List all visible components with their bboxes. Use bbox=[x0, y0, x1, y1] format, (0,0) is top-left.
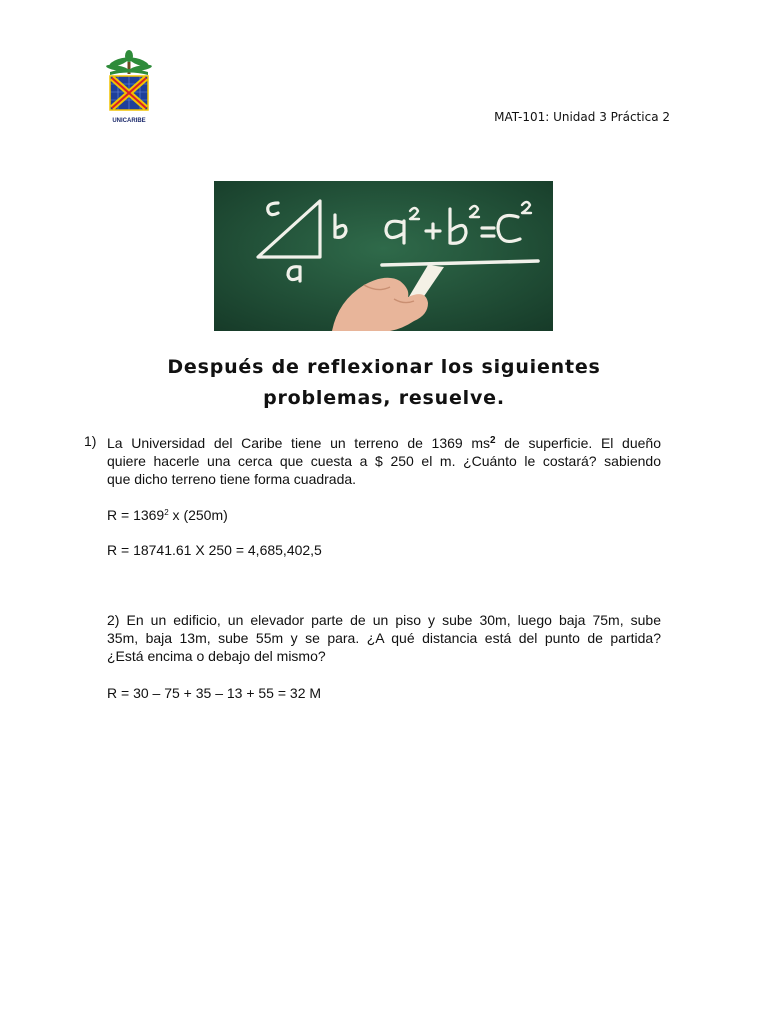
answer-text: x (250m) bbox=[168, 507, 228, 523]
title-line-2: problemas, resuelve. bbox=[263, 387, 505, 409]
problem-1-line: quiere hacerle una cerca que cuesta a $ 250 el m. ¿Cuánto le costará? sabiendo bbox=[107, 453, 661, 469]
superscript: 2 bbox=[490, 435, 496, 446]
problem-1-text-a: La Universidad del Caribe tiene un terreno de 1369 ms bbox=[107, 435, 491, 451]
problem-2-line: 2) En un edificio, un elevador parte de un piso y sube 30m, luego baja 75m, sube bbox=[107, 612, 661, 628]
unicaribe-logo bbox=[104, 44, 154, 128]
problem-1-answer-2: R = 18741.61 X 250 = 4,685,402,5 bbox=[107, 542, 322, 558]
problem-2-answer: R = 30 – 75 + 35 – 13 + 55 = 32 M bbox=[107, 685, 322, 701]
problem-2-line: ¿Está encima o debajo del mismo? bbox=[107, 648, 326, 664]
problem-1-line bbox=[107, 432, 661, 452]
problem-1-statement bbox=[107, 432, 661, 488]
problem-1-answer-1 bbox=[107, 504, 228, 524]
superscript: 2 bbox=[164, 508, 169, 517]
problem-2-line: 35m, baja 13m, sube 55m y se para. ¿A qué distancia está del punto de partida? bbox=[107, 630, 661, 646]
problem-1-text-b: de superficie. El dueño bbox=[495, 435, 661, 451]
problem-1-line: que dicho terreno tiene forma cuadrada. bbox=[107, 471, 357, 487]
title-line-1: Después de reflexionar los siguientes bbox=[167, 356, 601, 378]
course-reference: MAT-101: Unidad 3 Práctica 2 bbox=[494, 110, 670, 124]
page-title bbox=[100, 352, 668, 414]
chalkboard-image bbox=[214, 181, 553, 331]
logo-caption: UNICARIBE bbox=[112, 118, 146, 124]
answer-text: R = 1369 bbox=[107, 507, 165, 523]
problem-1-number: 1) bbox=[84, 433, 97, 449]
problem-2-statement bbox=[107, 611, 661, 665]
